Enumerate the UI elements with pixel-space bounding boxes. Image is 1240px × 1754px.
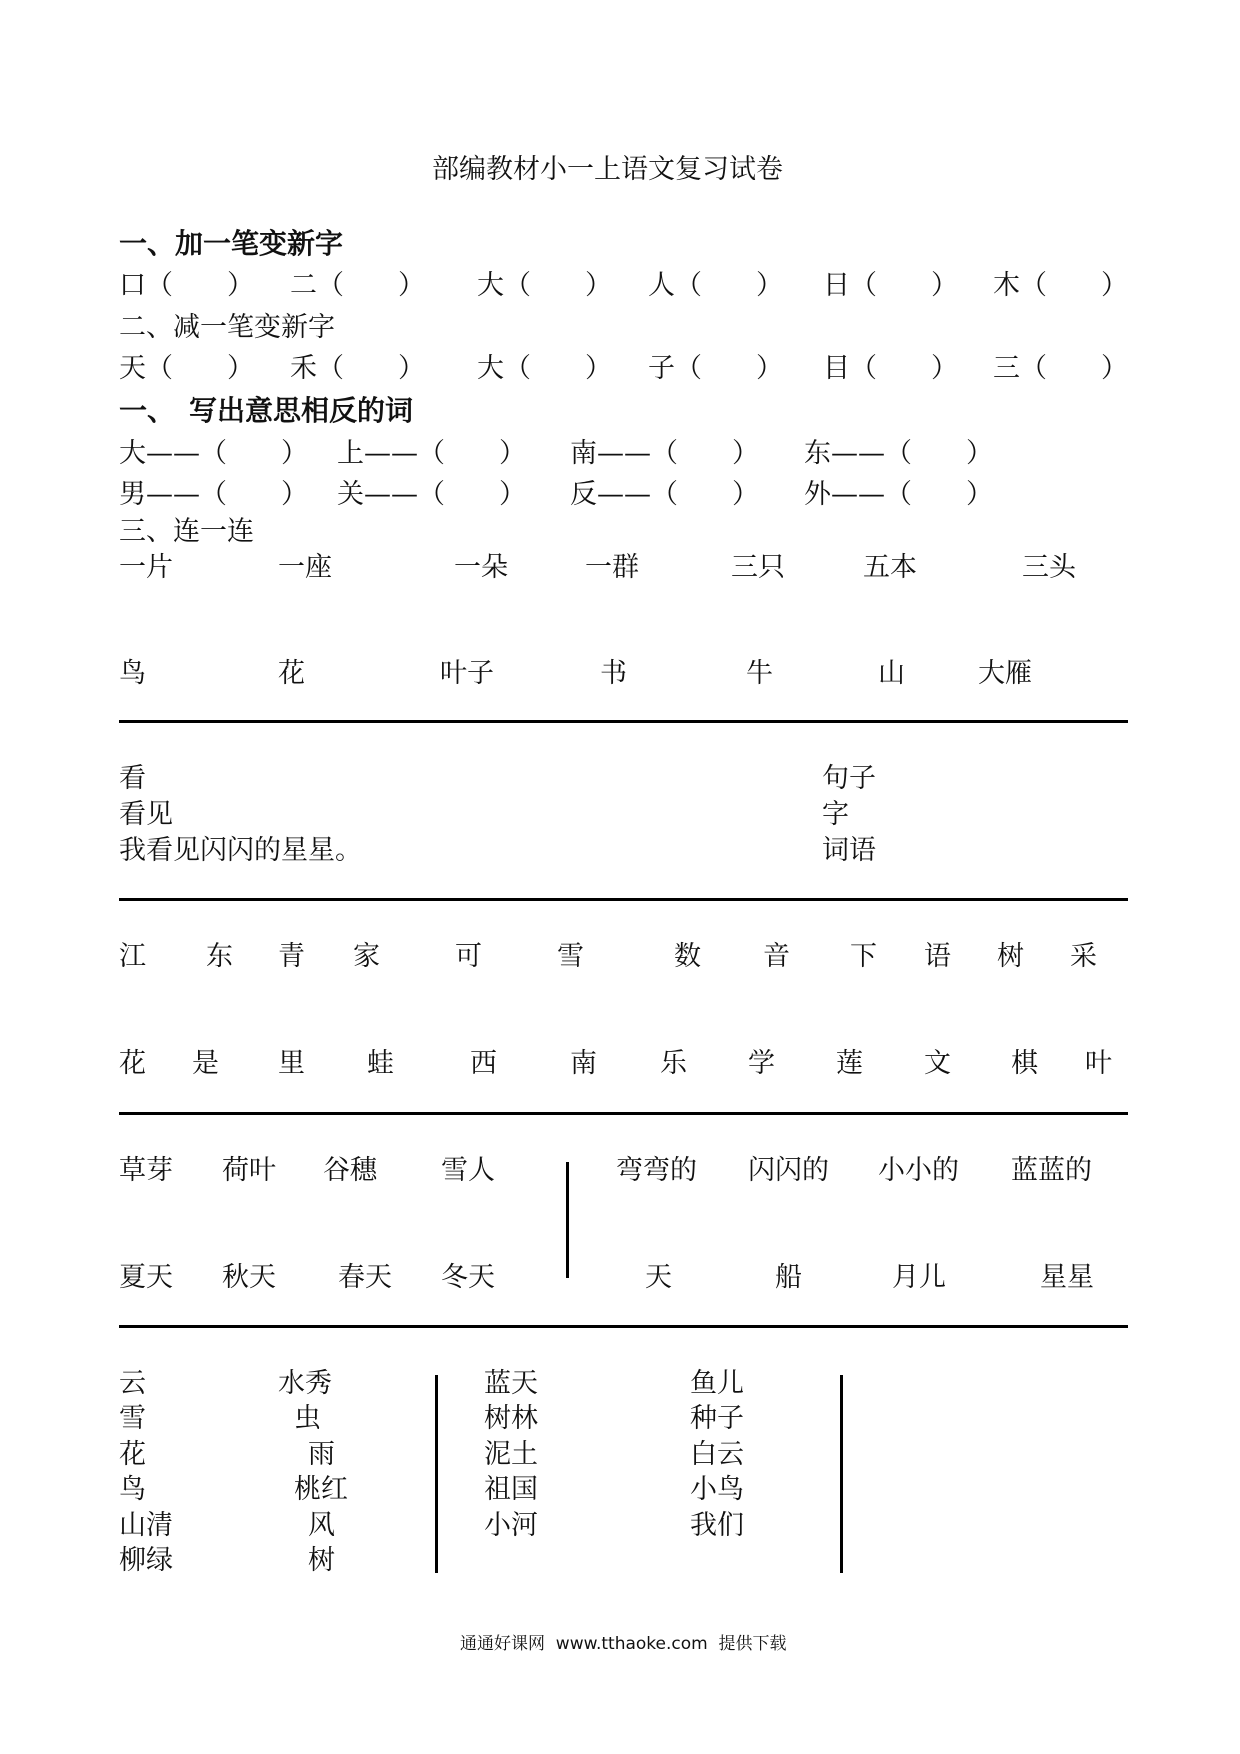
season-name: 夏天 <box>119 1262 173 1293</box>
remove-stroke-item: 大（ ） <box>477 353 612 384</box>
noun-word: 叶子 <box>440 658 494 689</box>
pair-left-item: 蓝天 <box>484 1368 538 1399</box>
measure-word: 一座 <box>278 552 332 583</box>
pair-left-item: 祖国 <box>484 1474 538 1505</box>
char-item: 棋 <box>1011 1048 1038 1079</box>
season-object: 雪人 <box>441 1155 495 1186</box>
char-item: 下 <box>850 941 877 972</box>
divider <box>119 898 1128 901</box>
char-item: 树 <box>997 941 1024 972</box>
season-name: 春天 <box>338 1262 392 1293</box>
pair-left-item: 泥土 <box>484 1439 538 1470</box>
add-stroke-item: 口（ ） <box>119 270 254 301</box>
noun-word: 花 <box>278 658 305 689</box>
pair-left-item: 山清 <box>119 1510 173 1541</box>
antonym-item: 上——（ ） <box>337 438 526 469</box>
pair-right-item: 桃红 <box>294 1474 348 1505</box>
measure-word: 三只 <box>731 552 785 583</box>
footer-credit: 通通好课网 www.tthaoke.com 提供下载 <box>460 1634 787 1654</box>
antonym-item: 南——（ ） <box>570 438 759 469</box>
section-heading-match: 三、连一连 <box>119 516 254 547</box>
antonym-item: 关——（ ） <box>337 479 526 510</box>
add-stroke-item: 大（ ） <box>477 270 612 301</box>
add-stroke-item: 人（ ） <box>648 270 783 301</box>
char-item: 语 <box>924 941 951 972</box>
noun-word: 鸟 <box>119 658 146 689</box>
match-right-item: 句子 <box>822 763 876 794</box>
pair-right-item: 种子 <box>690 1403 744 1434</box>
section-heading-add-stroke: 一、加一笔变新字 <box>119 227 344 260</box>
char-item: 江 <box>119 941 146 972</box>
char-item: 可 <box>455 941 482 972</box>
vertical-divider <box>840 1375 843 1573</box>
char-item: 花 <box>119 1048 146 1079</box>
match-right-item: 词语 <box>822 835 876 866</box>
vertical-divider <box>435 1375 438 1573</box>
remove-stroke-item: 天（ ） <box>119 353 254 384</box>
noun-word: 山 <box>878 658 905 689</box>
pair-right-item: 我们 <box>690 1510 744 1541</box>
antonym-item: 外——（ ） <box>804 479 993 510</box>
char-item: 数 <box>674 941 701 972</box>
vertical-divider <box>566 1162 569 1278</box>
char-item: 里 <box>278 1048 305 1079</box>
measure-word: 一朵 <box>454 552 508 583</box>
pair-left-item: 树林 <box>484 1403 538 1434</box>
season-name: 秋天 <box>222 1262 276 1293</box>
adjective-noun: 天 <box>645 1262 672 1293</box>
noun-word: 牛 <box>746 658 773 689</box>
adjective-noun: 星星 <box>1040 1262 1094 1293</box>
pair-left-item: 柳绿 <box>119 1545 173 1576</box>
match-right-item: 字 <box>822 799 849 830</box>
section-heading-remove-stroke: 二、减一笔变新字 <box>119 312 335 343</box>
pair-left-item: 云 <box>119 1368 146 1399</box>
section-heading-antonyms: 一、 写出意思相反的词 <box>119 394 414 427</box>
season-object: 谷穗 <box>323 1155 377 1186</box>
match-left-item: 我看见闪闪的星星。 <box>119 835 362 866</box>
pair-left-item: 鸟 <box>119 1474 146 1505</box>
season-name: 冬天 <box>441 1262 495 1293</box>
antonym-item: 东——（ ） <box>804 438 993 469</box>
char-item: 蛙 <box>367 1048 394 1079</box>
adjective-noun: 船 <box>775 1262 802 1293</box>
remove-stroke-item: 子（ ） <box>648 353 783 384</box>
char-item: 是 <box>192 1048 219 1079</box>
pair-right-item: 白云 <box>690 1439 744 1470</box>
remove-stroke-item: 目（ ） <box>823 353 958 384</box>
char-item: 西 <box>470 1048 497 1079</box>
adjective-item: 蓝蓝的 <box>1011 1155 1092 1186</box>
pair-left-item: 花 <box>119 1439 146 1470</box>
divider <box>119 1112 1128 1115</box>
measure-word: 一片 <box>119 552 173 583</box>
measure-word: 一群 <box>585 552 639 583</box>
pair-right-item: 水秀 <box>278 1368 332 1399</box>
char-item: 青 <box>278 941 305 972</box>
pair-right-item: 树 <box>308 1545 335 1576</box>
pair-left-item: 雪 <box>119 1403 146 1434</box>
char-item: 雪 <box>557 941 584 972</box>
antonym-item: 男——（ ） <box>119 479 308 510</box>
antonym-item: 反——（ ） <box>570 479 759 510</box>
pair-left-item: 小河 <box>484 1510 538 1541</box>
page-title: 部编教材小一上语文复习试卷 <box>432 154 783 185</box>
adjective-item: 弯弯的 <box>616 1155 697 1186</box>
pair-right-item: 虫 <box>294 1403 321 1434</box>
remove-stroke-item: 三（ ） <box>993 353 1128 384</box>
season-object: 草芽 <box>119 1155 173 1186</box>
adjective-noun: 月儿 <box>892 1262 946 1293</box>
char-item: 学 <box>748 1048 775 1079</box>
pair-right-item: 小鸟 <box>690 1474 744 1505</box>
char-item: 东 <box>206 941 233 972</box>
measure-word: 五本 <box>863 552 917 583</box>
remove-stroke-item: 禾（ ） <box>290 353 425 384</box>
measure-word: 三头 <box>1022 552 1076 583</box>
char-item: 采 <box>1070 941 1097 972</box>
pair-right-item: 风 <box>308 1510 335 1541</box>
add-stroke-item: 二（ ） <box>290 270 425 301</box>
char-item: 乐 <box>660 1048 687 1079</box>
pair-right-item: 鱼儿 <box>690 1368 744 1399</box>
adjective-item: 闪闪的 <box>748 1155 829 1186</box>
char-item: 叶 <box>1085 1048 1112 1079</box>
noun-word: 书 <box>600 658 627 689</box>
char-item: 家 <box>353 941 380 972</box>
adjective-item: 小小的 <box>878 1155 959 1186</box>
noun-word: 大雁 <box>978 658 1032 689</box>
match-left-item: 看 <box>119 763 146 794</box>
char-item: 南 <box>570 1048 597 1079</box>
season-object: 荷叶 <box>222 1155 276 1186</box>
match-left-item: 看见 <box>119 799 173 830</box>
divider <box>119 720 1128 723</box>
antonym-item: 大——（ ） <box>119 438 308 469</box>
add-stroke-item: 日（ ） <box>823 270 958 301</box>
divider <box>119 1325 1128 1328</box>
char-item: 音 <box>763 941 790 972</box>
add-stroke-item: 木（ ） <box>993 270 1128 301</box>
char-item: 文 <box>924 1048 951 1079</box>
char-item: 莲 <box>836 1048 863 1079</box>
pair-right-item: 雨 <box>308 1439 335 1470</box>
